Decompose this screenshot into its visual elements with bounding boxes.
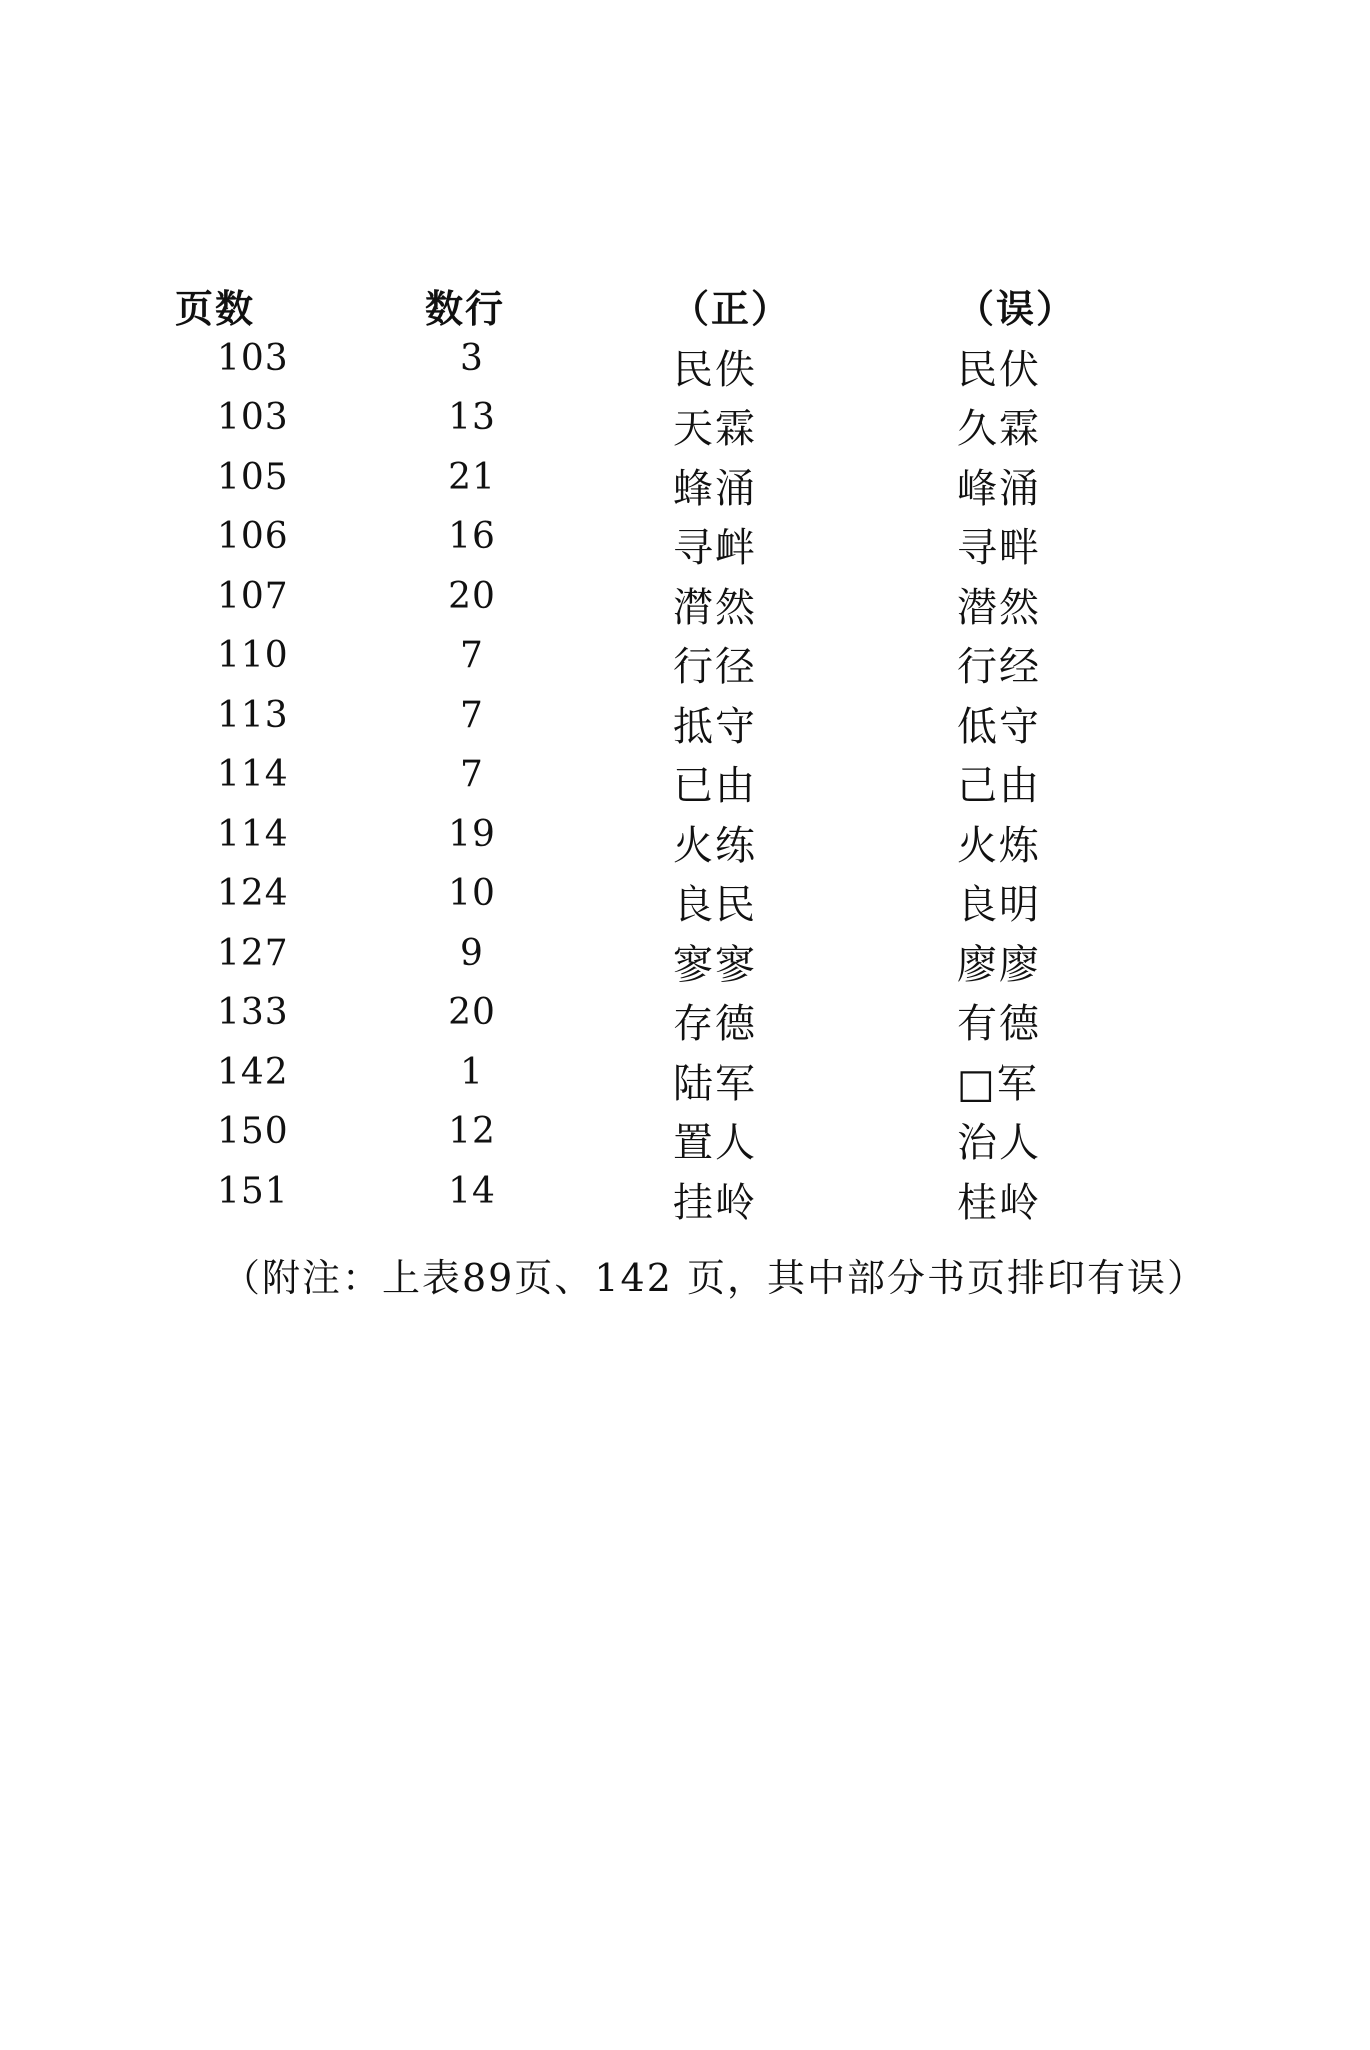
correct-text: 行径 — [673, 644, 757, 690]
errata-rows — [175, 338, 1225, 1231]
line-number: 13 — [448, 397, 496, 438]
table-row — [175, 516, 1225, 576]
correct-text: 天霖 — [673, 406, 757, 452]
line-number: 14 — [448, 1170, 496, 1212]
errata-header-row — [175, 278, 1225, 338]
errata-table — [175, 278, 1225, 1230]
table-row — [175, 754, 1225, 814]
wrong-text: 火炼 — [957, 822, 1041, 869]
correct-text: 寻衅 — [673, 525, 757, 571]
correct-text: 陆军 — [673, 1060, 757, 1107]
line-number: 7 — [460, 635, 484, 676]
page-number: 103 — [217, 397, 289, 438]
wrong-text: 潜然 — [957, 584, 1041, 631]
correct-text: 已由 — [673, 763, 757, 809]
correct-text: 火练 — [673, 822, 757, 869]
table-row — [175, 338, 1225, 398]
footnote: （附注：上表89页、142 页，其中部分书页排印有误） — [222, 1256, 1207, 1300]
wrong-text: 寻畔 — [957, 525, 1041, 571]
page-number: 103 — [217, 337, 289, 379]
line-number: 10 — [448, 873, 496, 914]
page-number: 114 — [217, 813, 289, 855]
wrong-text: 低守 — [957, 703, 1041, 750]
line-number: 7 — [460, 694, 484, 736]
line-number: 16 — [448, 516, 496, 557]
page-number: 124 — [217, 873, 289, 914]
wrong-text: 有德 — [957, 1001, 1041, 1047]
line-number: 12 — [448, 1111, 496, 1152]
page-number: 105 — [217, 456, 289, 498]
table-row — [175, 1052, 1225, 1112]
table-row — [175, 933, 1225, 993]
correct-text: 民佚 — [673, 346, 757, 393]
page-number: 133 — [217, 992, 289, 1033]
page-number: 110 — [217, 635, 289, 676]
line-number: 20 — [448, 575, 496, 617]
correct-text: 置人 — [673, 1120, 757, 1166]
table-row — [175, 576, 1225, 636]
line-number: 1 — [460, 1051, 484, 1093]
table-row — [175, 1111, 1225, 1171]
header-line: 数行 — [425, 286, 506, 331]
table-row — [175, 992, 1225, 1052]
wrong-text: □军 — [957, 1060, 1039, 1107]
wrong-text: 良明 — [957, 882, 1041, 928]
page-number: 114 — [217, 754, 289, 795]
line-number: 9 — [460, 932, 484, 974]
line-number: 3 — [460, 337, 484, 379]
table-row — [175, 695, 1225, 755]
wrong-text: 桂岭 — [957, 1179, 1041, 1226]
correct-text: 存德 — [673, 1001, 757, 1047]
header-wrong: （误） — [956, 286, 1077, 331]
table-row — [175, 873, 1225, 933]
header-correct: （正） — [671, 286, 792, 331]
line-number: 21 — [448, 456, 496, 498]
page-number: 106 — [217, 516, 289, 557]
line-number: 19 — [448, 813, 496, 855]
correct-text: 挂岭 — [673, 1179, 757, 1226]
wrong-text: 治人 — [957, 1120, 1041, 1166]
correct-text: 良民 — [673, 882, 757, 928]
header-page: 页数 — [175, 286, 256, 331]
page-number: 113 — [217, 694, 289, 736]
correct-text: 蜂涌 — [673, 465, 757, 512]
table-row — [175, 1171, 1225, 1231]
line-number: 7 — [460, 754, 484, 795]
correct-text: 抵守 — [673, 703, 757, 750]
wrong-text: 己由 — [957, 763, 1041, 809]
page-number: 142 — [217, 1051, 289, 1093]
page-number: 107 — [217, 575, 289, 617]
wrong-text: 行经 — [957, 644, 1041, 690]
wrong-text: 民伏 — [957, 346, 1041, 393]
correct-text: 寥寥 — [673, 941, 757, 988]
table-row — [175, 814, 1225, 874]
wrong-text: 廖廖 — [957, 941, 1041, 988]
page-number: 127 — [217, 932, 289, 974]
wrong-text: 久霖 — [957, 406, 1041, 452]
wrong-text: 峰涌 — [957, 465, 1041, 512]
table-row — [175, 457, 1225, 517]
line-number: 20 — [448, 992, 496, 1033]
table-row — [175, 397, 1225, 457]
table-row — [175, 635, 1225, 695]
correct-text: 潸然 — [673, 584, 757, 631]
page-number: 150 — [217, 1111, 289, 1152]
page-number: 151 — [217, 1170, 289, 1212]
